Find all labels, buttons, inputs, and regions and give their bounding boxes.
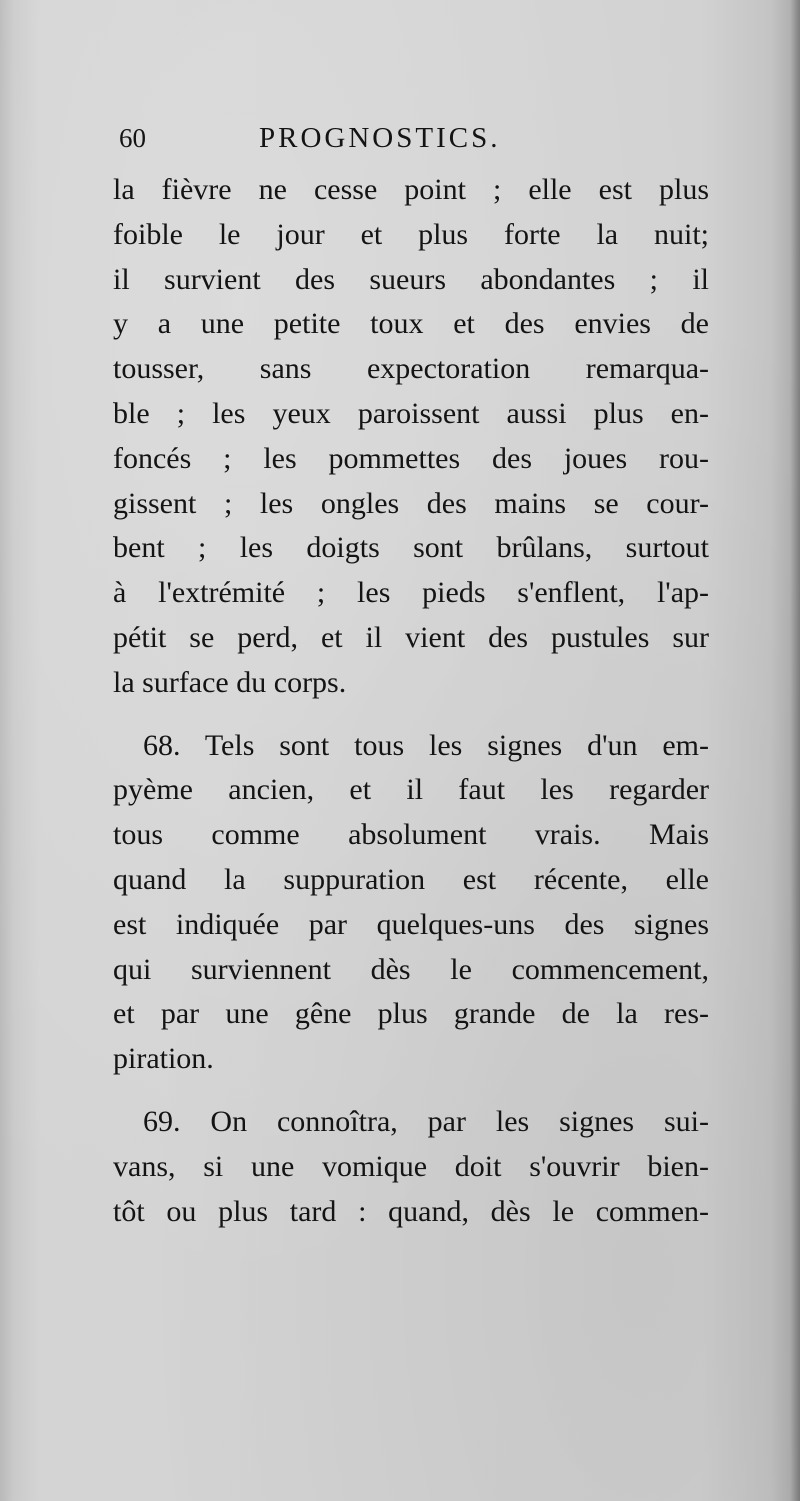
running-head: PROGNOSTICS.	[259, 122, 501, 154]
text-line: bent ; les doigts sont brûlans, surtout	[113, 531, 709, 565]
text-line: tousser, sans expectoration remarqua-	[113, 352, 709, 386]
text-line: pyème ancien, et il faut les regarder	[113, 773, 709, 807]
text-line: foncés ; les pommettes des joues rou-	[113, 441, 709, 475]
text-line: qui surviennent dès le commencement,	[113, 952, 709, 986]
text-line: est indiquée par quelques-uns des signes	[113, 907, 709, 941]
text-line: foible le jour et plus forte la nuit;	[113, 217, 709, 251]
text-line: 68. Tels sont tous les signes d'un em-	[143, 728, 709, 762]
page-header	[113, 122, 709, 168]
text-line: ble ; les yeux paroissent aussi plus en-	[113, 396, 709, 430]
paragraph-gap	[113, 1082, 709, 1100]
text-line: piration.	[113, 1042, 214, 1076]
text-line: la fièvre ne cesse point ; elle est plus	[113, 173, 709, 206]
page-number: 60	[119, 123, 146, 153]
text-line: vans, si une vomique doit s'ouvrir bien-	[113, 1149, 709, 1183]
paragraph-69	[113, 1100, 709, 1234]
paragraph-gap	[113, 706, 709, 724]
text-line: y a une petite toux et des envies de	[113, 307, 709, 341]
text-line: quand la suppuration est récente, elle	[113, 862, 709, 896]
text-line: 69. On connoîtra, par les signes sui-	[143, 1104, 709, 1138]
text-line: à l'extrémité ; les pieds s'enflent, l'ap-	[113, 576, 709, 610]
page-edge-shadow	[790, 0, 800, 1501]
text-line: la surface du corps.	[113, 665, 347, 699]
text-line: tous comme absolument vrais. Mais	[113, 818, 709, 852]
text-line: pétit se perd, et il vient des pustules sur	[113, 620, 709, 654]
text-line: tôt ou plus tard : quand, dès le commen-	[113, 1194, 709, 1228]
paragraph-68	[113, 724, 709, 1082]
text-line: et par une gêne plus grande de la res-	[113, 997, 709, 1031]
text-line: il survient des sueurs abondantes ; il	[113, 262, 709, 296]
text-line: gissent ; les ongles des mains se cour-	[113, 486, 709, 520]
paragraph-1	[113, 168, 709, 706]
text-block	[113, 122, 709, 1234]
